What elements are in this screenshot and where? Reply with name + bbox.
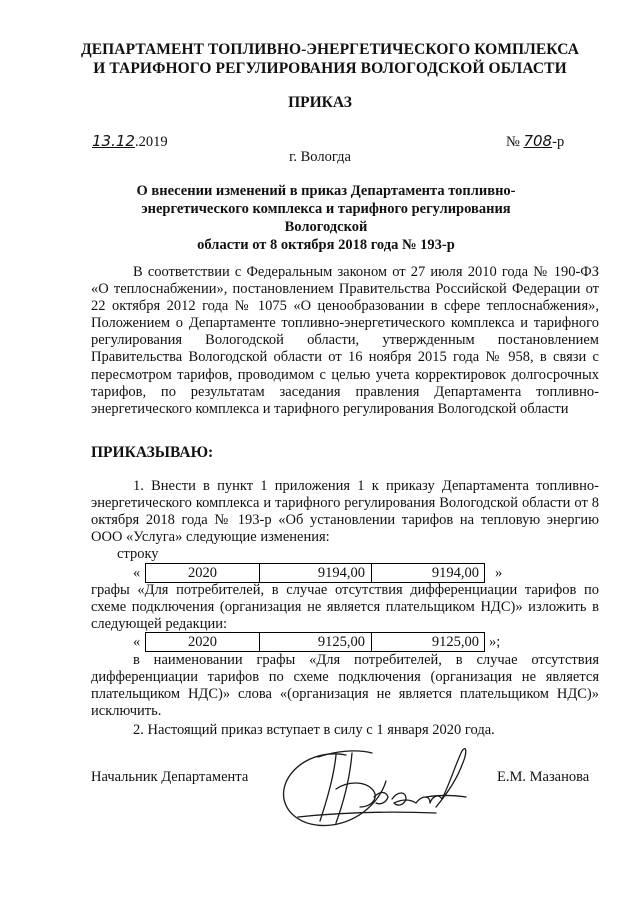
new-row-open-quote: «	[133, 633, 141, 650]
old-row-cell-value-1: 9194,00	[260, 564, 372, 582]
number-suffix: -р	[552, 134, 565, 150]
old-row-cell-year: 2020	[146, 564, 260, 582]
new-row-close-quote: »;	[489, 633, 501, 650]
old-row	[133, 563, 502, 583]
new-row-cell-value-2: 9125,00	[372, 633, 485, 651]
item-1-paragraph: 1. Внести в пункт 1 приложения 1 к приказу Департамента топливно-энергетического комплекса и тарифного регулирования Вологодской области от 8 октября 2018 года № 193-р «Об установлении тарифов на тепловую энергию ООО «Услуга» следующие изменения:	[91, 478, 599, 546]
department-line-1: ДЕПАРТАМЕНТ ТОПЛИВНО-ЭНЕРГЕТИЧЕСКОГО КОМПЛЕКСА	[80, 41, 580, 58]
subject-line-1: О внесении изменений в приказ Департамента топливно-	[136, 183, 516, 199]
old-row-close-quote: »	[495, 564, 503, 581]
number-prefix: №	[506, 134, 520, 150]
order-subject	[106, 182, 546, 254]
subject-line-3: области от 8 октября 2018 года № 193-р	[197, 237, 455, 253]
new-row-table	[145, 632, 485, 652]
item-2-paragraph: 2. Настоящий приказ вступает в силу с 1 января 2020 года.	[133, 722, 495, 738]
row-label: строку	[117, 546, 159, 562]
handwritten-signature-icon	[276, 737, 476, 837]
signatory-name: Е.М. Мазанова	[497, 769, 590, 785]
department-line-2: И ТАРИФНОГО РЕГУЛИРОВАНИЯ ВОЛОГОДСКОЙ ОБЛАСТИ	[93, 60, 567, 77]
handwritten-number: 708	[523, 132, 553, 150]
prikazyvayu-heading: ПРИКАЗЫВАЮ:	[91, 444, 214, 461]
subject-line-2: энергетического комплекса и тарифного регулирования Вологодской	[141, 201, 511, 235]
old-row-open-quote: «	[133, 564, 141, 581]
new-row	[133, 632, 500, 652]
old-row-cell-value-2: 9194,00	[372, 564, 485, 582]
new-row-cell-value-1: 9125,00	[260, 633, 372, 651]
order-title: ПРИКАЗ	[288, 94, 352, 111]
name-change-paragraph: в наименовании графы «Для потребителей, в случае отсутствия дифференциации тарифов по схеме подключения (организация не является плательщиком НДС)» слова «(организация не является плательщиком НДС)» исключить.	[91, 652, 599, 719]
preamble-paragraph: В соответствии с Федеральным законом от 27 июля 2010 года № 190-ФЗ «О теплоснабжении», постановлением Правительства Российской Федерации от 22 октября 2012 года № 1075 «О ценообразовании в сфере теплоснабжения», Положением о Департаменте топливно-энергетического комплекса и тарифного регулирования Вологодской области, утвержденным постановлением Правительства Вологодской области от 16 ноября 2015 года № 958, в связи с пересмотром тарифов, проводимом с целью учета корректировок долгосрочных тарифов, по результатам заседания правления Департамента топливно-энергетического комплекса и тарифного регулирования Вологодской области	[91, 264, 599, 417]
old-row-table	[145, 563, 485, 583]
new-row-cell-year: 2020	[146, 633, 260, 651]
city: г. Вологда	[289, 149, 351, 165]
department-header	[70, 40, 590, 78]
signatory-title: Начальник Департамента	[91, 769, 249, 785]
handwritten-date: 13.12	[92, 132, 135, 150]
date-year: .2019	[134, 134, 168, 150]
column-text: графы «Для потребителей, в случае отсутствия дифференциации тарифов по схеме подключения (организация не является плательщиком НДС)» изложить в следующей редакции:	[91, 582, 599, 632]
